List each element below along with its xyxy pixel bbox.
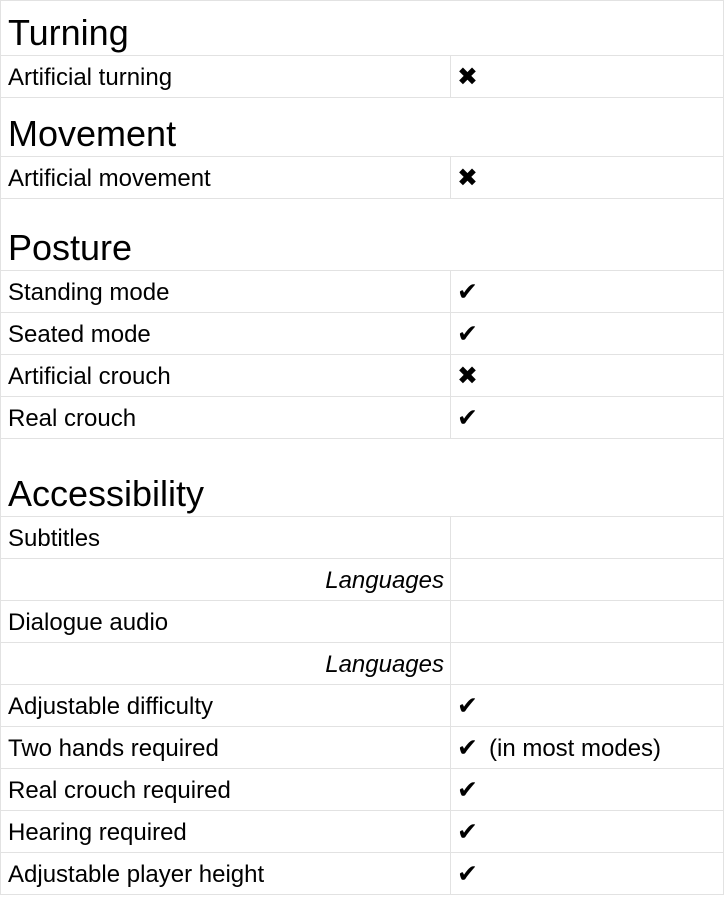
row-value — [451, 685, 724, 727]
table-row — [1, 643, 724, 685]
row-sublabel: Languages — [1, 643, 451, 685]
row-value — [451, 853, 724, 895]
section-header-movement — [1, 98, 724, 157]
row-sublabel: Languages — [1, 559, 451, 601]
check-icon: ✔ — [457, 320, 478, 348]
check-icon: ✔ — [457, 776, 478, 804]
cross-icon: ✖ — [457, 63, 478, 91]
check-icon: ✔ — [457, 278, 478, 306]
row-value — [451, 727, 724, 769]
row-value — [451, 271, 724, 313]
row-label: Two hands required — [1, 727, 451, 769]
table-row — [1, 559, 724, 601]
cross-icon: ✖ — [457, 164, 478, 192]
section-title: Turning — [1, 1, 724, 56]
table-row — [1, 271, 724, 313]
row-value — [451, 56, 724, 98]
row-value — [451, 355, 724, 397]
check-icon: ✔ — [457, 734, 478, 762]
section-header-posture — [1, 199, 724, 271]
row-label: Standing mode — [1, 271, 451, 313]
row-value — [451, 517, 724, 559]
table-row — [1, 601, 724, 643]
row-note: (in most modes) — [489, 735, 662, 762]
table-row — [1, 313, 724, 355]
row-label: Seated mode — [1, 313, 451, 355]
row-label: Dialogue audio — [1, 601, 451, 643]
row-value — [451, 811, 724, 853]
table-row — [1, 157, 724, 199]
row-value — [451, 601, 724, 643]
row-value — [451, 559, 724, 601]
row-label: Artificial crouch — [1, 355, 451, 397]
check-icon: ✔ — [457, 692, 478, 720]
row-value — [451, 313, 724, 355]
row-label: Subtitles — [1, 517, 451, 559]
row-value — [451, 397, 724, 439]
row-label: Hearing required — [1, 811, 451, 853]
row-label: Artificial movement — [1, 157, 451, 199]
table-row — [1, 56, 724, 98]
row-label: Artificial turning — [1, 56, 451, 98]
section-header-accessibility — [1, 439, 724, 517]
section-title: Movement — [1, 98, 724, 157]
table-row — [1, 727, 724, 769]
row-label: Real crouch required — [1, 769, 451, 811]
row-value — [451, 643, 724, 685]
section-header-turning — [1, 1, 724, 56]
row-value — [451, 769, 724, 811]
row-value — [451, 157, 724, 199]
table-row — [1, 853, 724, 895]
check-icon: ✔ — [457, 818, 478, 846]
table-row — [1, 397, 724, 439]
cross-icon: ✖ — [457, 362, 478, 390]
table-row — [1, 811, 724, 853]
check-icon: ✔ — [457, 404, 478, 432]
section-title: Posture — [1, 199, 724, 271]
row-label: Adjustable player height — [1, 853, 451, 895]
section-title: Accessibility — [1, 439, 724, 517]
table-row — [1, 355, 724, 397]
table-row — [1, 769, 724, 811]
row-label: Real crouch — [1, 397, 451, 439]
table-row — [1, 517, 724, 559]
row-label: Adjustable difficulty — [1, 685, 451, 727]
check-icon: ✔ — [457, 860, 478, 888]
table-row — [1, 685, 724, 727]
